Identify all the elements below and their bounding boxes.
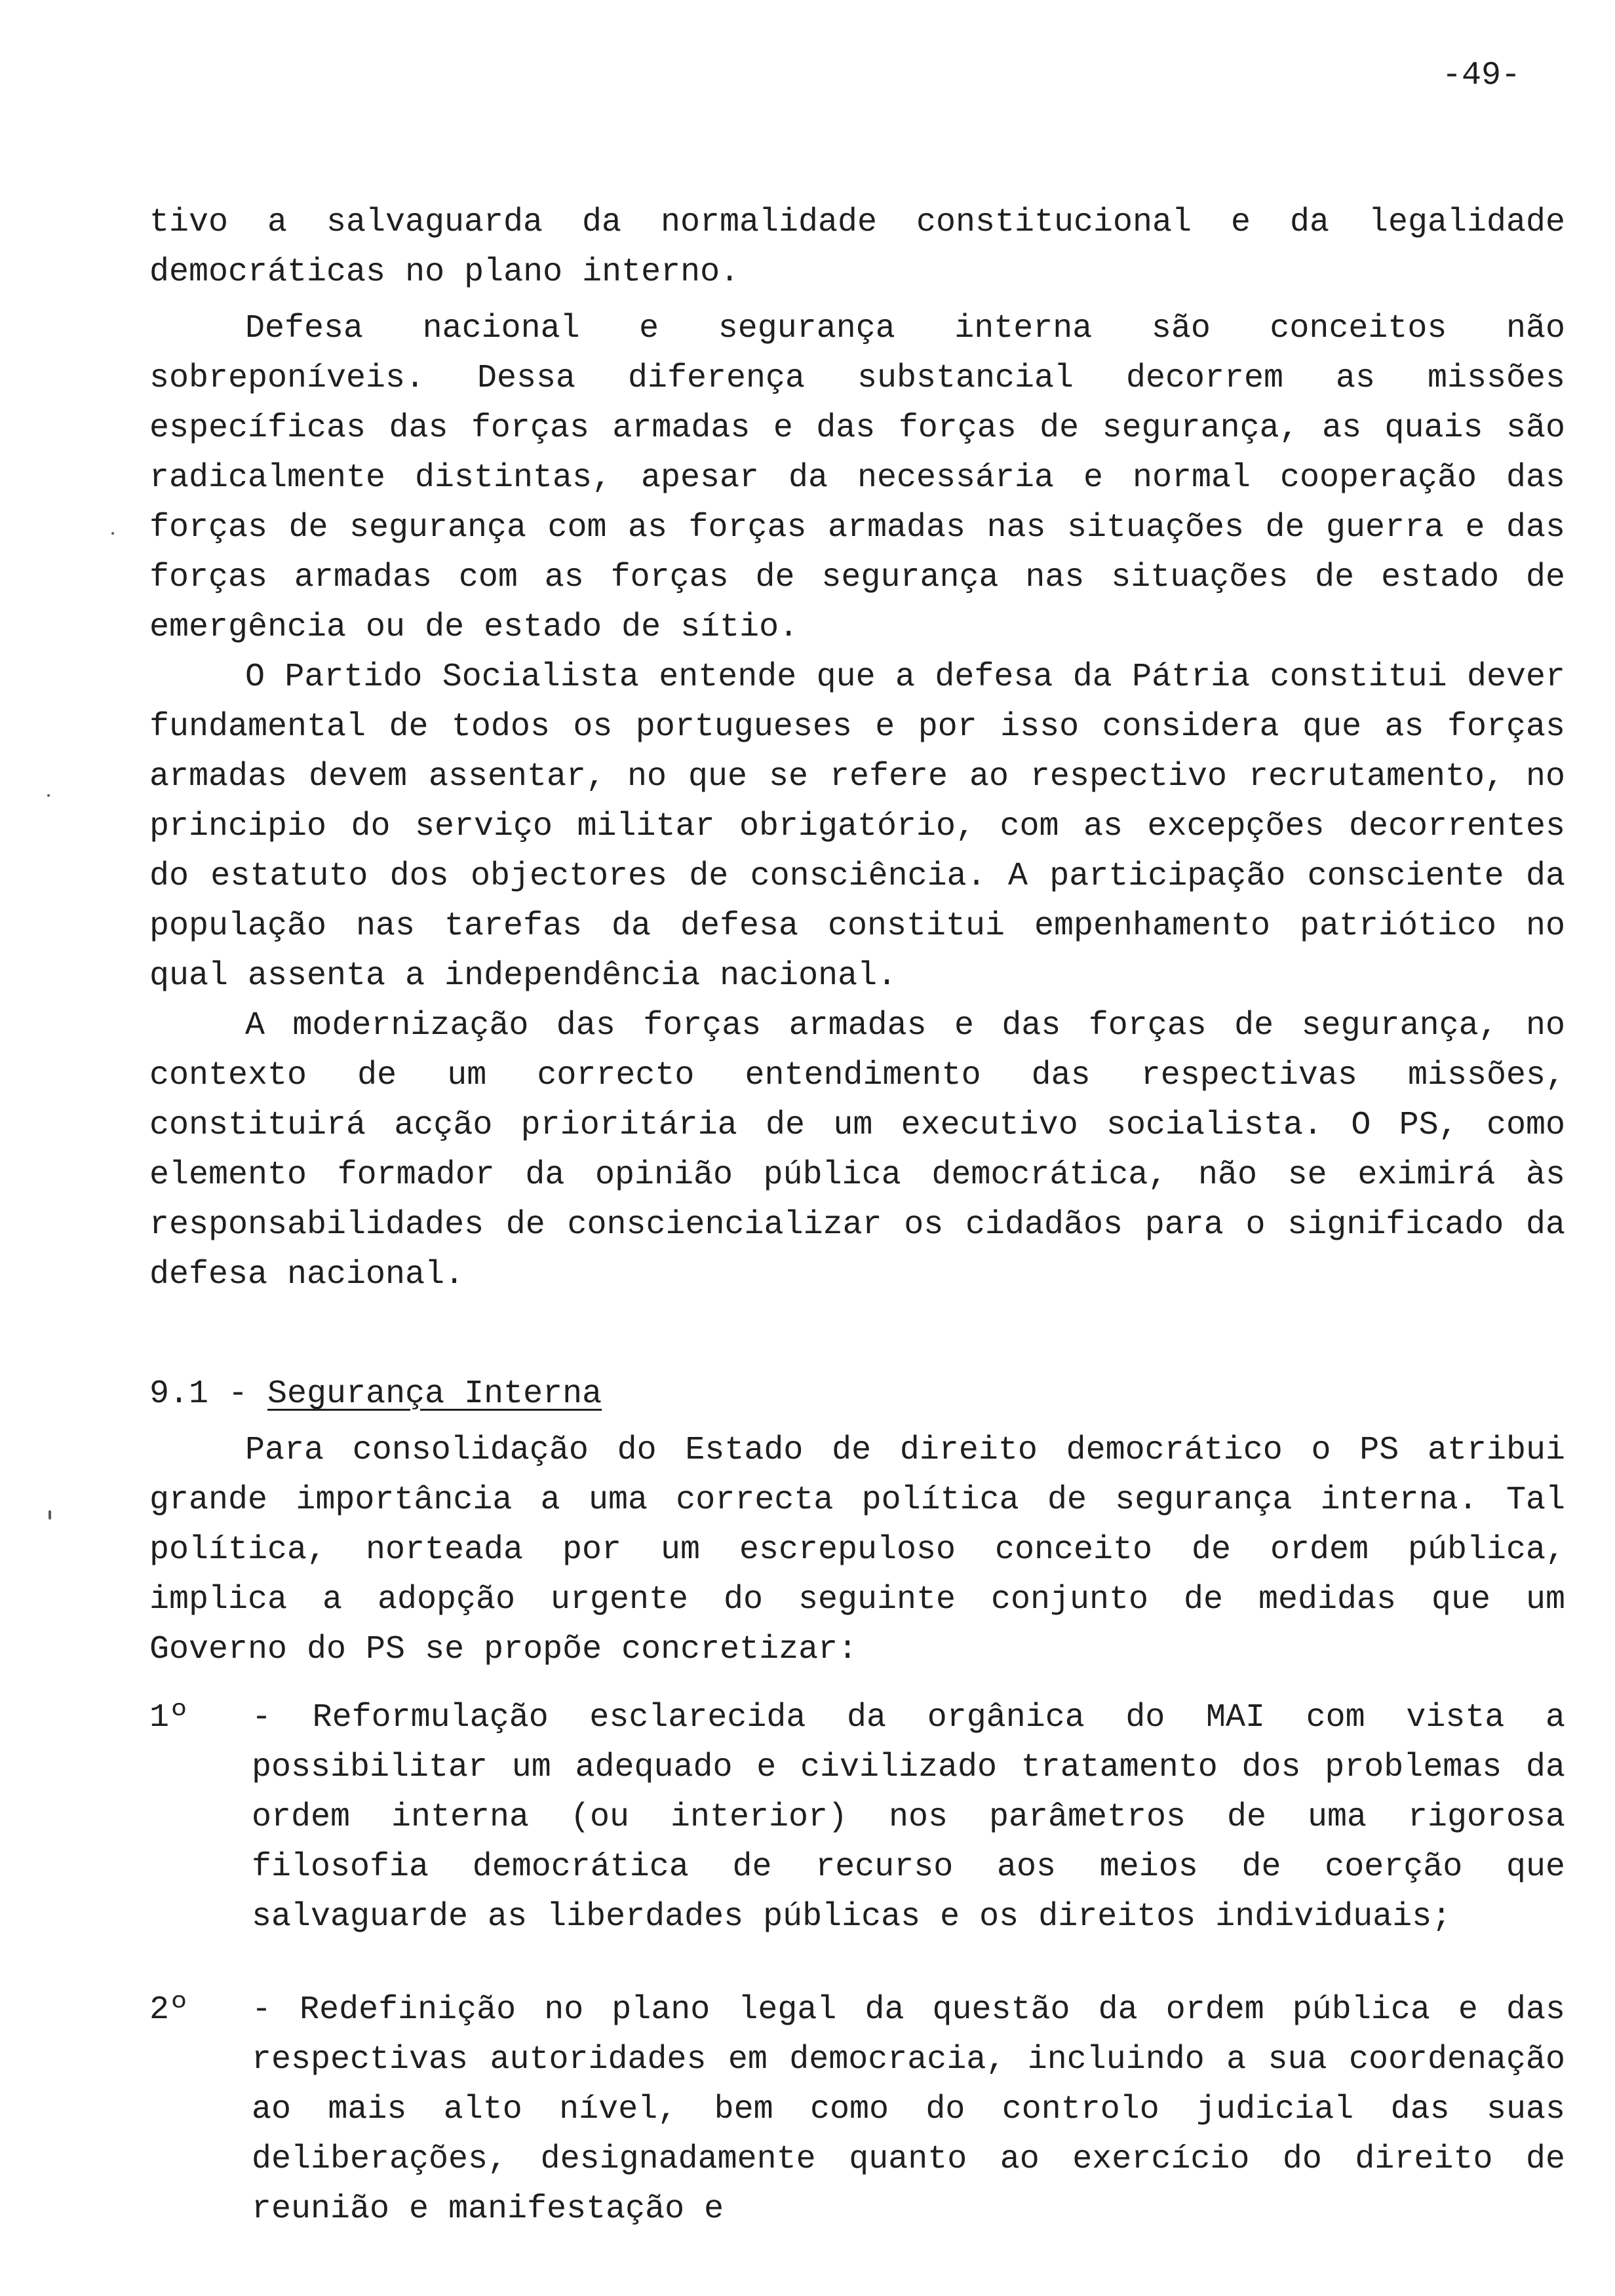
section-number: 9.1 - <box>149 1375 248 1413</box>
paragraph-modernizacao: A modernização das forças armadas e das forças de segurança, no contexto de um correcto entendimento das respectivas missões, constituirá acção prioritária de um executivo socialista. O PS, como elemento formador da opinião pública democrática, não se eximirá às responsabilidades de consciencializar os cidadãos para o significado da defesa nacional. <box>149 1007 1565 1293</box>
scan-speck <box>47 794 50 797</box>
list-item <box>149 1693 1565 1942</box>
scan-speck <box>111 532 114 535</box>
body-text <box>149 198 1565 2234</box>
paragraph-section-intro: Para consolidação do Estado de direito democrático o PS atribui grande importância a uma correcta política de segurança interna. Tal política, norteada por um escrepuloso conceito de ordem pública, implica a adopção urgente do seguinte conjunto de medidas que um Governo do PS se propõe concretizar: <box>149 1432 1565 1668</box>
paragraph-continuation: tivo a salvaguarda da normalidade constitucional e da legalidade democráticas no plano interno. <box>149 204 1565 291</box>
section-title: Segurança Interna <box>267 1375 602 1413</box>
paragraph-partido-socialista: O Partido Socialista entende que a defesa da Pátria constitui dever fundamental de todos os portugueses e por isso considera que as forças armadas devem assentar, no que se refere ao respectivo recrutamento, no principio do serviço militar obrigatório, com as excepções decorrentes do estatuto dos objectores de consciência. A participação consciente da população nas tarefas da defesa constitui empenhamento patriótico no qual assenta a independência nacional. <box>149 659 1565 995</box>
page-number: -49- <box>1442 57 1521 94</box>
section-heading <box>149 1369 1565 1419</box>
scan-speck <box>49 1510 51 1520</box>
list-item-text: - Redefinição no plano legal da questão da ordem pública e das respectivas autoridades em democracia, incluindo a sua coordenação ao mais alto nível, bem como do controlo judicial das suas deliberações, designadamente quanto ao exercício do direito de reunião e manifestação e <box>252 1991 1565 2228</box>
list-item-text: - Reformulação esclarecida da orgânica do MAI com vista a possibilitar um adequado e civilizado tratamento dos problemas da ordem interna (ou interior) nos parâmetros de uma rigorosa filosofia democrática de recurso aos meios de coerção que salvaguarde as liberdades públicas e os direitos individuais; <box>252 1699 1565 1936</box>
list-item <box>149 1985 1565 2234</box>
list-item-number: 1º <box>149 1699 189 1736</box>
paragraph-defesa-seguranca: Defesa nacional e segurança interna são conceitos não sobreponíveis. Dessa diferença substancial decorrem as missões específicas das forças armadas e das forças de segurança, as quais são radicalmente distintas, apesar da necessária e normal cooperação das forças de segurança com as forças armadas nas situações de guerra e das forças armadas com as forças de segurança nas situações de estado de emergência ou de estado de sítio. <box>149 310 1565 646</box>
list-item-number: 2º <box>149 1991 189 2029</box>
